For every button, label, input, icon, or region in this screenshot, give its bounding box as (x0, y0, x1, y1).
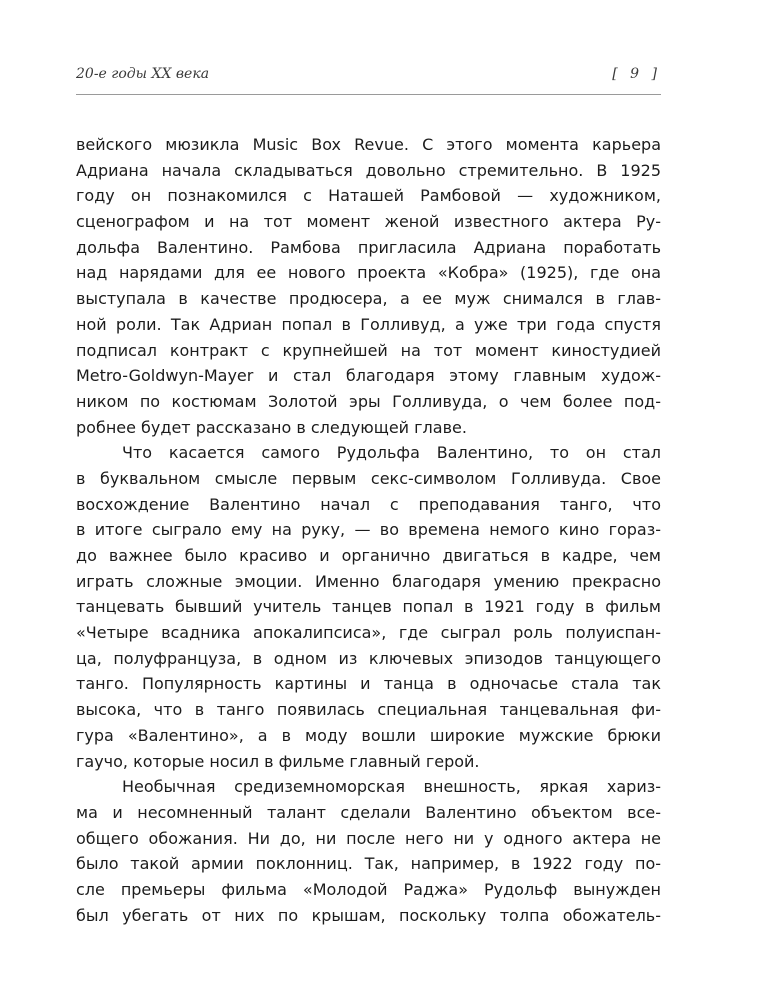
paragraph (76, 132, 661, 440)
text-line: Необычная средиземноморская внешность, яркая хариз- (122, 777, 661, 797)
paragraph (76, 440, 661, 774)
text-line: году он познакомился с Наташей Рамбовой — художником, (76, 186, 661, 206)
text-line: Что касается самого Рудольфа Валентино, то он стал (122, 443, 661, 463)
text-line: робнее будет рассказано в следующей главе. (76, 417, 467, 437)
section-title: 20-е годы XX века (76, 66, 210, 82)
text-line: подписал контракт с крупнейшей на тот момент киностудией (76, 340, 661, 360)
text-line: Адриана начала складываться довольно стремительно. В 1925 (76, 160, 661, 180)
text-line: в итоге сыграло ему на руку, — во времена немого кино горaз- (76, 520, 661, 540)
text-line: выступала в качестве продюсера, а ее муж снимался в глав- (76, 289, 661, 309)
text-line: танго. Популярность картины и танца в одночасье стала так (76, 674, 661, 694)
text-line: высока, что в танго появилась специальная танцевальная фи- (76, 700, 661, 720)
body-text (76, 132, 661, 928)
text-line: над нарядами для ее нового проекта «Кобра» (1925), где она (76, 263, 661, 283)
header-rule (76, 94, 661, 95)
running-head (76, 66, 661, 88)
text-line: гаучо, которые носил в фильме главный герой. (76, 751, 480, 771)
text-line: восхождение Валентино начал с преподавания танго, что (76, 494, 661, 514)
text-line: ной роли. Так Адриан попал в Голливуд, а уже три года спустя (76, 314, 661, 334)
text-line: ником по костюмам Золотой эры Голливуда, о чем более под- (76, 391, 661, 411)
text-line: в буквальном смысле первым секс-символом Голливуда. Свое (76, 468, 661, 488)
text-line: сценографом и на тот момент женой известного актера Ру- (76, 212, 661, 232)
text-line: был убегать от них по крышам, поскольку толпа обожатель- (76, 905, 661, 925)
text-line: сле премьеры фильма «Молодой Раджа» Рудольф вынужден (76, 879, 661, 899)
text-line: Metro-Goldwyn-Mayer и стал благодаря этому главным худож- (76, 366, 661, 386)
text-line: танцевать бывший учитель танцев попал в 1921 году в фильм (76, 597, 661, 617)
text-line: общего обожания. Ни до, ни после него ни у одного актера не (76, 828, 661, 848)
text-line: играть сложные эмоции. Именно благодаря умению прекрасно (76, 571, 661, 591)
text-line: дольфа Валентино. Рамбова пригласила Адриана поработать (76, 237, 661, 257)
text-line: вейского мюзикла Music Box Revue. С этого момента карьера (76, 135, 661, 154)
text-line: ма и несомненный талант сделали Валентино объектом все- (76, 802, 661, 822)
text-line: было такой армии поклонниц. Так, например, в 1922 году по- (76, 854, 661, 874)
paragraph (76, 774, 661, 928)
text-line: до важнее было красиво и органично двигаться в кадре, чем (76, 546, 661, 565)
page-number: [ 9 ] (612, 66, 661, 82)
text-line: ца, полуфранцуза, в одном из ключевых эпизодов танцующего (76, 648, 661, 668)
text-line: гура «Валентино», а в моду вошли широкие мужские брюки (76, 725, 661, 745)
text-line: «Четыре всадника апокалипсиса», где сыграл роль полуиспан- (76, 623, 661, 643)
